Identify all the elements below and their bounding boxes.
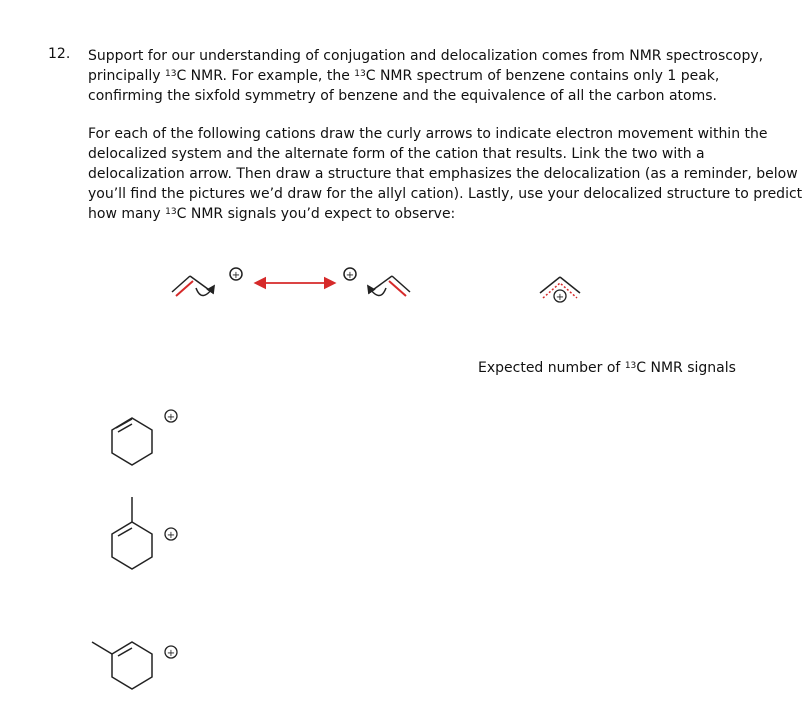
allyl-cation-delocalized xyxy=(540,277,580,303)
allyl-cation-form-1 xyxy=(172,268,242,296)
intro-line-3: confirming the sixfold symmetry of benzene and the equivalence of all the carbon atoms. xyxy=(88,88,717,104)
plus-charge: + xyxy=(166,530,176,541)
intro-line-1: Support for our understanding of conjugation and delocalization comes from NMR spectroscopy, xyxy=(88,48,764,64)
intro-line-2: principally $^{13}$C NMR. For example, the $^{13}$C NMR spectrum of benzene contains only 1 peak, xyxy=(88,68,720,84)
cation-2-methylcyclohexenyl xyxy=(112,497,177,569)
plus-charge: + xyxy=(231,270,241,281)
question-number: 12. xyxy=(48,46,71,62)
plus-charge: + xyxy=(555,292,565,303)
plus-charge: + xyxy=(166,648,176,659)
cation-1-cyclohexenyl xyxy=(112,410,177,465)
instr-line-2: delocalized system and the alternate form of the cation that results. Link the two with a xyxy=(88,146,705,162)
instr-line-1: For each of the following cations draw the curly arrows to indicate electron movement within the xyxy=(88,126,768,142)
plus-charge: + xyxy=(345,270,355,281)
cation-3-methylcyclohexenyl xyxy=(92,642,177,689)
instr-line-3: delocalization arrow. Then draw a structure that emphasizes the delocalization (as a reminder, below xyxy=(88,166,798,182)
plus-charge: + xyxy=(166,412,176,423)
instr-line-4: you’ll find the pictures we’d draw for the allyl cation). Lastly, use your delocalized structure to predict xyxy=(88,186,803,202)
expected-signals-label: Expected number of $^{13}$C NMR signals xyxy=(478,360,736,376)
allyl-cation-form-2 xyxy=(344,268,410,296)
instr-line-5: how many $^{13}$C NMR signals you’d expect to observe: xyxy=(88,206,456,222)
